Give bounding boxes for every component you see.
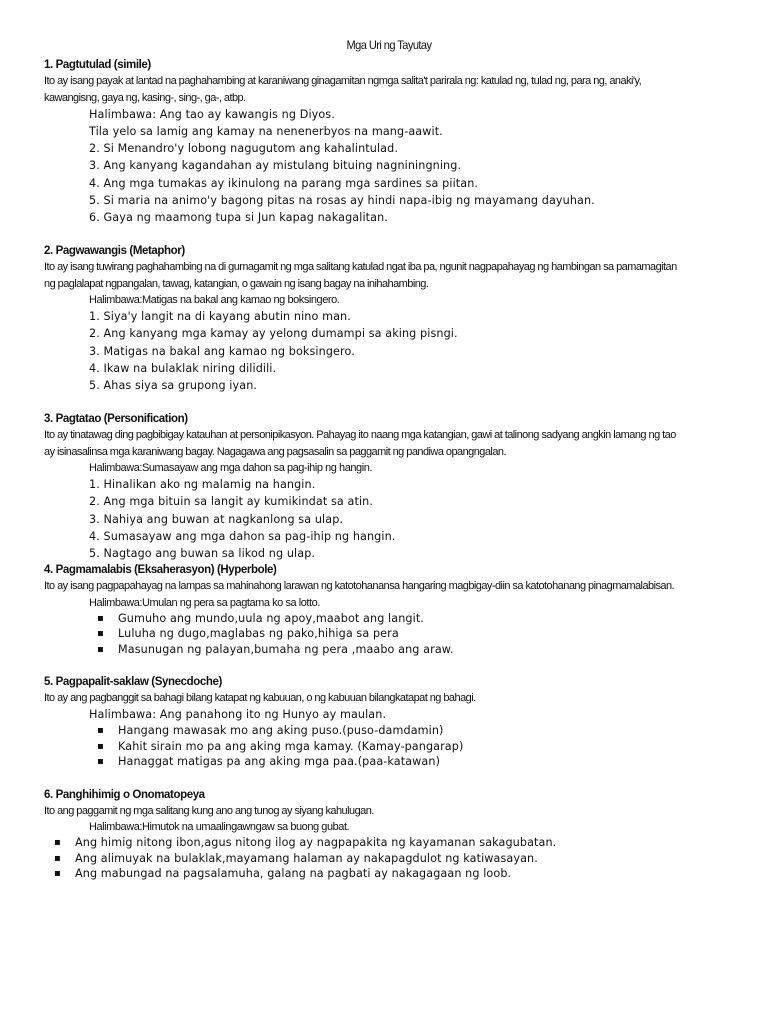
example-bullet-list	[44, 723, 734, 769]
section-description: Ito ay isang tuwirang paghahambing na di gumagamit ng mga salitang katulad ngat iba pa, ngunit nagpapahayag ng hambingan sa pamamagitan	[44, 261, 677, 274]
section-description: Ito ay isang pagpapahayag na lampas sa mahinahong larawan ng katotohanansa hangaring magbigay-diin sa katotohanang pinagmamalabisan.	[44, 580, 675, 593]
example-item: 1. Siya'y langit na di kayang abutin nino man.	[89, 310, 351, 324]
example-item: 6. Gaya ng maamong tupa si Jun kapag nakagalitan.	[89, 211, 388, 225]
bullet-item: ▪ Ang mabungad na pagsalamuha, galang na pagbati ay nakagagaan ng loob.	[46, 866, 734, 881]
section-heading: 1. Pagtutulad (simile)	[44, 59, 151, 71]
example-item: Tila yelo sa lamig ang kamay na nenenerbyos na mang-aawit.	[89, 125, 443, 138]
bullet-item: ▪ Hangang mawasak mo ang aking puso.(puso-damdamin)	[89, 723, 734, 738]
bullet-item: ▪ Gumuho ang mundo,uula ng apoy,maabot ang langit.	[89, 611, 734, 626]
example-item: 3. Nahiya ang buwan at nagkanlong sa ulap.	[89, 512, 344, 526]
document-page	[44, 38, 734, 881]
section-simile	[44, 57, 734, 226]
example-bullet-list	[44, 835, 734, 881]
section-description: Ito ang paggamit ng mga salitang kung ano ang tunog ay siyang kahulugan.	[44, 804, 374, 817]
bullet-item: ▪ Luluha ng dugo,maglabas ng pako,hihiga sa pera	[89, 626, 734, 641]
example-item: 4. Ang mga tumakas ay ikinulong na parang mga sardines sa piitan.	[89, 176, 479, 190]
section-heading: 4. Pagmamalabis (Eksaherasyon) (Hyperbole)	[44, 564, 277, 577]
section-metaphor	[44, 243, 734, 394]
section-heading: 3. Pagtatao (Personification)	[44, 413, 188, 426]
example-line: Halimbawa: Ang tao ay kawangis ng Diyos.	[89, 108, 335, 121]
example-line: Halimbawa:Himutok na umaalingawngaw sa buong gubat.	[89, 821, 350, 834]
section-description: Ito ay ang pagbanggit sa bahagi bilang katapat ng kabuuan, o ng kabuuan bilangkatapat ng bahagi.	[44, 691, 476, 704]
example-item: 5. Nagtago ang buwan sa likod ng ulap.	[89, 547, 316, 561]
bullet-item: ▪ Masunugan ng palayan,bumaha ng pera ,maabo ang araw.	[89, 642, 734, 657]
example-bullet-list	[44, 611, 734, 657]
section-heading: 5. Pagpapalit-saklaw (Synecdoche)	[44, 675, 222, 688]
bullet-item: ▪ Ang alimuyak na bulaklak,mayamang halaman ay nakapagdulot ng katiwasayan.	[46, 851, 734, 866]
example-item: 4. Ikaw na bulaklak niring dilidili.	[89, 361, 277, 375]
example-line: Halimbawa:Umulan ng pera sa pagtama ko sa lotto.	[89, 596, 320, 609]
section-description: ay isinasalinsa mga karaniwang bagay. Nagagawa ang pagsasalin sa paggamit ng pandiwa opangngalan.	[44, 445, 506, 458]
example-item: 4. Sumasayaw ang mga dahon sa pag-ihip ng hangin.	[89, 529, 396, 543]
example-item: 5. Si maria na animo'y bagong pitas na rosas ay hindi napa-ibig ng mayamang dayuhan.	[89, 193, 595, 207]
bullet-item: ▪ Kahit sirain mo pa ang aking mga kamay. (Kamay-pangarap)	[89, 739, 734, 754]
section-description: ng paglalapat ngpangalan, tawag, katangian, o gawain ng isang bagay na inihahambing.	[44, 277, 429, 290]
example-item: 3. Matigas na bakal ang kamao ng boksingero.	[89, 344, 355, 358]
bullet-item: ▪ Ang himig nitong ibon,agus nitong ilog ay nagpapakita ng kayamanan sakagubatan.	[46, 835, 734, 850]
example-item: 2. Ang kanyang mga kamay ay yelong dumampi sa aking pisngi.	[89, 327, 458, 341]
example-line: Halimbawa: Ang panahong ito ng Hunyo ay maulan.	[89, 708, 387, 722]
example-line: Halimbawa:Sumasayaw ang mga dahon sa pag-ihip ng hangin.	[89, 462, 372, 475]
document-title: Mga Uri ng Tayutay	[346, 38, 432, 52]
bullet-item: ▪ Hanaggat matigas pa ang aking mga paa.(paa-katawan)	[89, 754, 734, 769]
section-personification	[44, 411, 734, 562]
example-item: 1. Hinalikan ako ng malamig na hangin.	[89, 478, 316, 492]
example-line: Halimbawa:Matigas na bakal ang kamao ng boksingero.	[89, 294, 340, 307]
example-item: 3. Ang kanyang kagandahan ay mistulang bituing nagniningning.	[89, 159, 462, 173]
section-synecdoche	[44, 674, 734, 770]
example-item: 2. Ang mga bituin sa langit ay kumikindat sa atin.	[89, 495, 374, 509]
section-onomatopoeia	[44, 787, 734, 882]
section-heading: 6. Panghihimig o Onomatopeya	[44, 788, 205, 801]
example-item: 5. Ahas siya sa grupong iyan.	[89, 379, 258, 393]
section-description: Ito ay tinatawag ding pagbibigay katauhan at personipikasyon. Pahayag ito naang mga katangian, gawi at talinong sadyang angkin lamang ng tao	[44, 429, 676, 442]
section-description: Ito ay isang payak at lantad na paghahambing at karaniwang ginagamitan ngmga salita't parirala ng: katulad ng, tulad ng, para ng, anaki'y,	[44, 75, 642, 87]
section-hyperbole	[44, 562, 734, 657]
example-item: 2. Si Menandro'y lobong nagugutom ang kahalintulad.	[89, 142, 398, 156]
section-description: kawangisng, gaya ng, kasing-, sing-, ga-, atbp.	[44, 91, 246, 104]
section-heading: 2. Pagwawangis (Metaphor)	[44, 245, 185, 258]
